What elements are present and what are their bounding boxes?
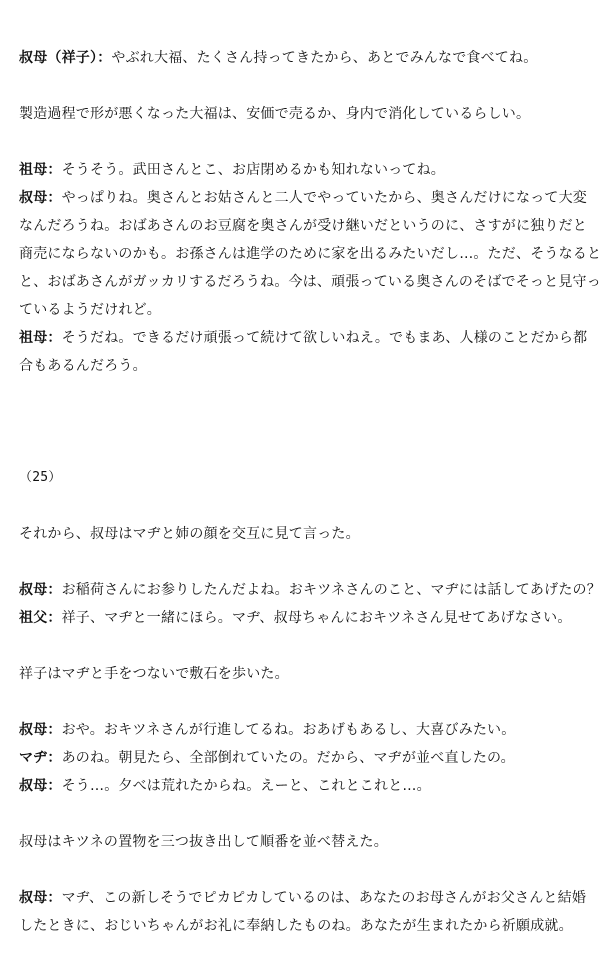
dialogue-line bbox=[19, 184, 601, 212]
speaker-label: 叔母： bbox=[19, 778, 62, 794]
dialogue-text: そう…。夕べは荒れたからね。えーと、これとこれと…。 bbox=[61, 778, 431, 794]
narration-line: それから、叔母はマヂと姉の顔を交互に見て言った。 bbox=[19, 526, 360, 542]
dialogue-text: お稲荷さんにお参りしたんだよね。おキツネさんのこと、マヂには話してあげたの？ bbox=[61, 582, 601, 598]
dialogue-text: やっぱりね。奥さんとお姑さんと二人でやっていたから、奥さんだけになって大変 bbox=[61, 190, 588, 206]
narration-2 bbox=[19, 520, 360, 548]
dialogue-line bbox=[19, 576, 601, 604]
dialogue-text: 祥子、マヂと一緒にほら。マヂ、叔母ちゃんにおキツネさん見せてあげなさい。 bbox=[61, 610, 572, 626]
speaker-label: 叔母（祥子）： bbox=[19, 50, 112, 66]
dialogue-text: マヂ、この新しそうでピカピカしているのは、あなたのお母さんがお父さんと結婚 bbox=[61, 890, 587, 906]
section-number: （25） bbox=[19, 470, 62, 485]
dialogue-line bbox=[19, 44, 537, 72]
block-2b bbox=[19, 716, 515, 800]
continuation-line: したときに、おじいちゃんがお礼に奉納したものね。あなたが生まれたから祈願成就。 bbox=[19, 918, 573, 934]
narration-4 bbox=[19, 828, 388, 856]
dialogue-text: そうそう。武田さんとこ、お店閉めるかも知れないってね。 bbox=[61, 162, 446, 178]
narration-line: 製造過程で形が悪くなった大福は、安価で売るか、身内で消化しているらしい。 bbox=[19, 106, 531, 122]
block-1 bbox=[19, 44, 537, 72]
dialogue-line bbox=[19, 324, 601, 352]
dialogue-text: あのね。朝見たら、全部倒れていたの。だから、マヂが並べ直したの。 bbox=[61, 750, 515, 766]
speaker-label: 祖父： bbox=[19, 610, 62, 626]
continuation-line: ているようだけれど。 bbox=[19, 302, 161, 318]
speaker-label: 叔母： bbox=[19, 722, 62, 738]
continuation-line: と、おばあさんがガッカリするだろうね。今は、頑張っている奥さんのそばでそっと見守っ bbox=[19, 274, 601, 290]
speaker-label: 叔母： bbox=[19, 582, 62, 598]
continuation-line: 合もあるんだろう。 bbox=[19, 358, 147, 374]
narration-3 bbox=[19, 660, 289, 688]
dialogue-text: やぶれ大福、たくさん持ってきたから、あとでみんなで食べてね。 bbox=[111, 50, 538, 66]
section-heading bbox=[19, 464, 61, 492]
speaker-label: 叔母： bbox=[19, 190, 62, 206]
dialogue-line bbox=[19, 716, 515, 744]
continuation-line: 商売にならないのかも。お孫さんは進学のために家を出るみたいだし…。ただ、そうなると bbox=[19, 246, 602, 262]
block-2a bbox=[19, 576, 601, 632]
narration-line: 叔母はキツネの置物を三つ抜き出して順番を並べ替えた。 bbox=[19, 834, 388, 850]
block-2c bbox=[19, 884, 586, 940]
narration-line: 祥子はマヂと手をつないで敷石を歩いた。 bbox=[19, 666, 289, 682]
dialogue-line bbox=[19, 156, 601, 184]
narration-1 bbox=[19, 100, 530, 128]
dialogue-line bbox=[19, 744, 515, 772]
speaker-label: 祖母： bbox=[19, 162, 62, 178]
dialogue-text: おや。おキツネさんが行進してるね。おあげもあるし、大喜びみたい。 bbox=[61, 722, 516, 738]
dialogue-line bbox=[19, 604, 601, 632]
continuation-line: なんだろうね。おばあさんのお豆腐を奥さんが受け継いだというのに、さすがに独りだと bbox=[19, 218, 587, 234]
dialogue-text: そうだね。できるだけ頑張って続けて欲しいねえ。でもまあ、人様のことだから都 bbox=[61, 330, 588, 346]
speaker-label: 祖母： bbox=[19, 330, 62, 346]
block-1b bbox=[19, 156, 601, 380]
speaker-label: 叔母： bbox=[19, 890, 62, 906]
dialogue-line bbox=[19, 772, 515, 800]
dialogue-line bbox=[19, 884, 586, 912]
speaker-label: マヂ： bbox=[19, 750, 62, 766]
